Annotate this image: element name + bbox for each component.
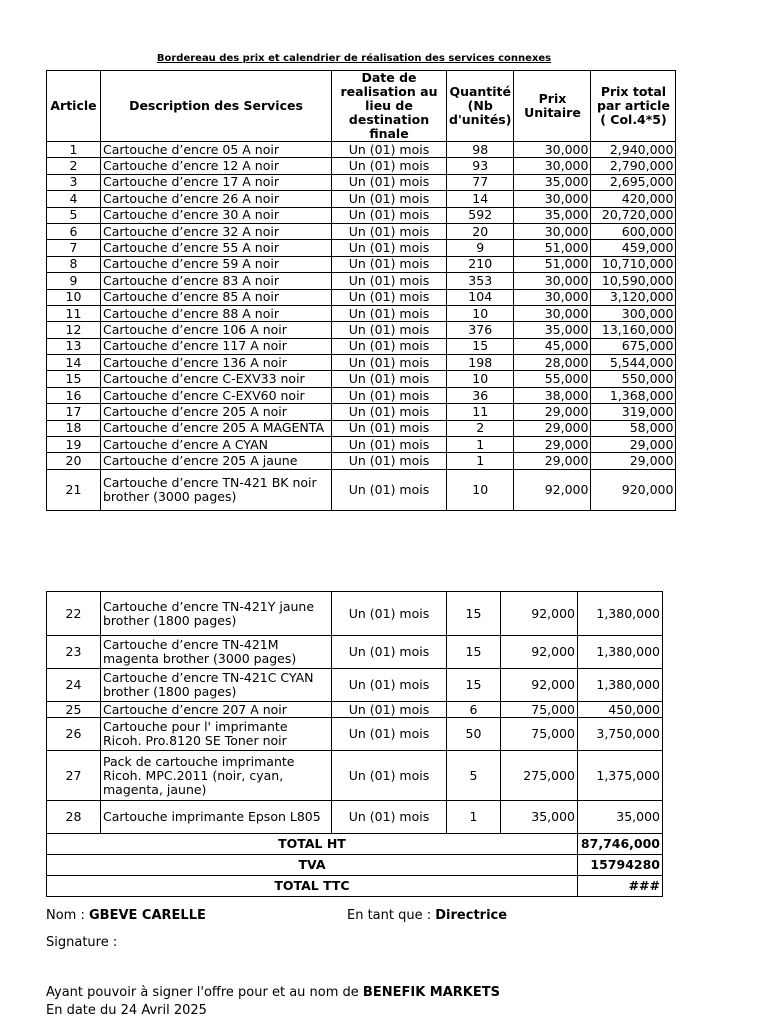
- table-row: [47, 355, 676, 371]
- table-row: [47, 191, 676, 207]
- table-row: [47, 322, 676, 338]
- table-row: [47, 718, 663, 751]
- cell-prix-unitaire: 75,000: [501, 718, 578, 751]
- cell-article: 8: [47, 256, 101, 272]
- cell-article: 27: [47, 751, 101, 801]
- cell-description: Cartouche d’encre TN-421C CYAN brother (1800 pages): [101, 669, 332, 702]
- cell-prix-unitaire: 29,000: [514, 437, 591, 453]
- cell-description: Cartouche imprimante Epson L805: [101, 801, 332, 834]
- cell-description: Cartouche d’encre A CYAN: [101, 437, 332, 453]
- table-row: [47, 158, 676, 174]
- table-row: [47, 273, 676, 289]
- cell-article: 25: [47, 702, 101, 718]
- cell-prix-unitaire: 30,000: [514, 289, 591, 305]
- cell-quantite: 210: [447, 256, 514, 272]
- total-value: ###: [578, 876, 663, 897]
- cell-date: Un (01) mois: [332, 338, 447, 354]
- cell-date: Un (01) mois: [332, 437, 447, 453]
- cell-quantite: 98: [447, 142, 514, 158]
- table-row: [47, 469, 676, 510]
- cell-article: 17: [47, 404, 101, 420]
- cell-date: Un (01) mois: [332, 371, 447, 387]
- cell-description: Cartouche d’encre 55 A noir: [101, 240, 332, 256]
- cell-prix-total: 2,790,000: [591, 158, 676, 174]
- cell-article: 18: [47, 420, 101, 436]
- cell-article: 1: [47, 142, 101, 158]
- cell-article: 5: [47, 207, 101, 223]
- cell-prix-unitaire: 92,000: [501, 636, 578, 669]
- cell-description: Cartouche d’encre C-EXV33 noir: [101, 371, 332, 387]
- cell-quantite: 198: [447, 355, 514, 371]
- cell-date: Un (01) mois: [332, 801, 447, 834]
- cell-prix-total: 20,720,000: [591, 207, 676, 223]
- cell-article: 10: [47, 289, 101, 305]
- cell-date: Un (01) mois: [332, 289, 447, 305]
- cell-quantite: 1: [447, 453, 514, 469]
- nom-value: GBEVE CARELLE: [89, 908, 206, 923]
- cell-quantite: 104: [447, 289, 514, 305]
- cell-article: 23: [47, 636, 101, 669]
- role-value: Directrice: [435, 908, 508, 923]
- cell-date: Un (01) mois: [332, 305, 447, 321]
- cell-description: Cartouche d’encre 205 A noir: [101, 404, 332, 420]
- cell-description: Cartouche d’encre 05 A noir: [101, 142, 332, 158]
- cell-description: Cartouche d’encre 106 A noir: [101, 322, 332, 338]
- cell-prix-unitaire: 29,000: [514, 404, 591, 420]
- cell-quantite: 11: [447, 404, 514, 420]
- total-value: 87,746,000: [578, 834, 663, 855]
- total-row: [47, 834, 663, 855]
- signature-label: Signature :: [46, 935, 118, 950]
- cell-quantite: 15: [447, 669, 501, 702]
- header-prix-unitaire: Prix Unitaire: [514, 71, 591, 142]
- cell-description: Cartouche d’encre 59 A noir: [101, 256, 332, 272]
- date-line: En date du 24 Avril 2025: [46, 1003, 207, 1018]
- table-row: [47, 207, 676, 223]
- cell-date: Un (01) mois: [332, 174, 447, 190]
- cell-date: Un (01) mois: [332, 404, 447, 420]
- cell-date: Un (01) mois: [332, 223, 447, 239]
- price-table-part-2: [46, 591, 663, 897]
- cell-prix-unitaire: 30,000: [514, 273, 591, 289]
- table-row: [47, 702, 663, 718]
- cell-article: 2: [47, 158, 101, 174]
- cell-description: Cartouche d’encre 17 A noir: [101, 174, 332, 190]
- cell-prix-total: 10,710,000: [591, 256, 676, 272]
- cell-quantite: 5: [447, 751, 501, 801]
- cell-prix-unitaire: 30,000: [514, 305, 591, 321]
- table-row: [47, 437, 676, 453]
- cell-prix-unitaire: 29,000: [514, 420, 591, 436]
- cell-prix-total: 675,000: [591, 338, 676, 354]
- cell-prix-unitaire: 75,000: [501, 702, 578, 718]
- cell-article: 6: [47, 223, 101, 239]
- cell-prix-total: 459,000: [591, 240, 676, 256]
- header-date: Date de realisation au lieu de destination finale: [332, 71, 447, 142]
- cell-date: Un (01) mois: [332, 592, 447, 636]
- cell-quantite: 10: [447, 305, 514, 321]
- table-row: [47, 801, 663, 834]
- cell-quantite: 592: [447, 207, 514, 223]
- cell-prix-unitaire: 35,000: [514, 174, 591, 190]
- cell-description: Cartouche d’encre C-EXV60 noir: [101, 387, 332, 403]
- cell-quantite: 1: [447, 437, 514, 453]
- cell-article: 4: [47, 191, 101, 207]
- table-row: [47, 256, 676, 272]
- cell-prix-unitaire: 92,000: [514, 469, 591, 510]
- header-quantite: Quantité (Nb d'unités): [447, 71, 514, 142]
- header-description: Description des Services: [101, 71, 332, 142]
- cell-article: 26: [47, 718, 101, 751]
- cell-prix-total: 1,368,000: [591, 387, 676, 403]
- header-prix-total: Prix total par article ( Col.4*5): [591, 71, 676, 142]
- cell-quantite: 2: [447, 420, 514, 436]
- cell-quantite: 1: [447, 801, 501, 834]
- cell-prix-total: 10,590,000: [591, 273, 676, 289]
- role-label: En tant que :: [347, 908, 432, 923]
- table-row: [47, 751, 663, 801]
- cell-quantite: 15: [447, 636, 501, 669]
- table-row: [47, 404, 676, 420]
- total-label: TOTAL HT: [47, 834, 578, 855]
- cell-description: Cartouche d’encre 30 A noir: [101, 207, 332, 223]
- table-row: [47, 289, 676, 305]
- cell-prix-total: 29,000: [591, 437, 676, 453]
- cell-quantite: 93: [447, 158, 514, 174]
- cell-quantite: 353: [447, 273, 514, 289]
- cell-description: Cartouche pour l' imprimante Ricoh. Pro.8120 SE Toner noir: [101, 718, 332, 751]
- cell-prix-total: 2,695,000: [591, 174, 676, 190]
- cell-article: 28: [47, 801, 101, 834]
- cell-description: Cartouche d’encre TN-421M magenta brother (3000 pages): [101, 636, 332, 669]
- cell-prix-total: 300,000: [591, 305, 676, 321]
- cell-prix-unitaire: 30,000: [514, 191, 591, 207]
- cell-article: 24: [47, 669, 101, 702]
- cell-quantite: 9: [447, 240, 514, 256]
- cell-prix-unitaire: 29,000: [514, 453, 591, 469]
- cell-quantite: 10: [447, 371, 514, 387]
- cell-prix-total: 5,544,000: [591, 355, 676, 371]
- role-line: [347, 908, 507, 923]
- nom-label: Nom :: [46, 908, 85, 923]
- cell-prix-unitaire: 35,000: [501, 801, 578, 834]
- cell-date: Un (01) mois: [332, 387, 447, 403]
- cell-prix-unitaire: 51,000: [514, 240, 591, 256]
- cell-date: Un (01) mois: [332, 751, 447, 801]
- cell-prix-unitaire: 35,000: [514, 322, 591, 338]
- cell-description: Cartouche d’encre 12 A noir: [101, 158, 332, 174]
- cell-date: Un (01) mois: [332, 273, 447, 289]
- cell-prix-total: 450,000: [578, 702, 663, 718]
- total-label: TOTAL TTC: [47, 876, 578, 897]
- cell-description: Cartouche d’encre 85 A noir: [101, 289, 332, 305]
- cell-prix-unitaire: 92,000: [501, 592, 578, 636]
- cell-quantite: 50: [447, 718, 501, 751]
- cell-article: 3: [47, 174, 101, 190]
- cell-description: Pack de cartouche imprimante Ricoh. MPC.2011 (noir, cyan, magenta, jaune): [101, 751, 332, 801]
- cell-prix-total: 35,000: [578, 801, 663, 834]
- cell-description: Cartouche d’encre 83 A noir: [101, 273, 332, 289]
- cell-description: Cartouche d’encre 136 A noir: [101, 355, 332, 371]
- cell-prix-total: 1,375,000: [578, 751, 663, 801]
- cell-date: Un (01) mois: [332, 420, 447, 436]
- cell-quantite: 10: [447, 469, 514, 510]
- cell-prix-total: 1,380,000: [578, 592, 663, 636]
- price-table-part-1: [46, 70, 676, 511]
- cell-article: 14: [47, 355, 101, 371]
- cell-description: Cartouche d’encre 26 A noir: [101, 191, 332, 207]
- company-name: BENEFIK MARKETS: [362, 985, 500, 1000]
- cell-description: Cartouche d’encre 88 A noir: [101, 305, 332, 321]
- cell-prix-total: 920,000: [591, 469, 676, 510]
- cell-quantite: 20: [447, 223, 514, 239]
- cell-article: 19: [47, 437, 101, 453]
- cell-prix-total: 13,160,000: [591, 322, 676, 338]
- cell-prix-unitaire: 30,000: [514, 142, 591, 158]
- cell-date: Un (01) mois: [332, 453, 447, 469]
- cell-prix-unitaire: 28,000: [514, 355, 591, 371]
- cell-prix-total: 1,380,000: [578, 669, 663, 702]
- table-row: [47, 453, 676, 469]
- table-row: [47, 592, 663, 636]
- cell-description: Cartouche d’encre 205 A jaune: [101, 453, 332, 469]
- cell-description: Cartouche d’encre TN-421 BK noir brother (3000 pages): [101, 469, 332, 510]
- cell-description: Cartouche d’encre 205 A MAGENTA: [101, 420, 332, 436]
- total-label: TVA: [47, 855, 578, 876]
- cell-description: Cartouche d’encre 32 A noir: [101, 223, 332, 239]
- table-row: [47, 305, 676, 321]
- total-row: [47, 855, 663, 876]
- total-row: [47, 876, 663, 897]
- cell-article: 11: [47, 305, 101, 321]
- cell-article: 12: [47, 322, 101, 338]
- cell-quantite: 36: [447, 387, 514, 403]
- cell-quantite: 15: [447, 592, 501, 636]
- table-row: [47, 371, 676, 387]
- cell-description: Cartouche d’encre TN-421Y jaune brother (1800 pages): [101, 592, 332, 636]
- cell-description: Cartouche d’encre 207 A noir: [101, 702, 332, 718]
- table-row: [47, 240, 676, 256]
- cell-quantite: 376: [447, 322, 514, 338]
- cell-quantite: 14: [447, 191, 514, 207]
- table-row: [47, 338, 676, 354]
- cell-date: Un (01) mois: [332, 718, 447, 751]
- table-row: [47, 387, 676, 403]
- cell-prix-total: 3,750,000: [578, 718, 663, 751]
- cell-prix-unitaire: 30,000: [514, 158, 591, 174]
- cell-date: Un (01) mois: [332, 322, 447, 338]
- cell-article: 22: [47, 592, 101, 636]
- cell-date: Un (01) mois: [332, 636, 447, 669]
- cell-article: 9: [47, 273, 101, 289]
- pouvoir-text: Ayant pouvoir à signer l'offre pour et au nom de: [46, 985, 359, 1000]
- cell-prix-total: 29,000: [591, 453, 676, 469]
- table-row: [47, 636, 663, 669]
- cell-date: Un (01) mois: [332, 669, 447, 702]
- cell-date: Un (01) mois: [332, 469, 447, 510]
- cell-quantite: 77: [447, 174, 514, 190]
- cell-prix-total: 319,000: [591, 404, 676, 420]
- cell-prix-unitaire: 92,000: [501, 669, 578, 702]
- cell-prix-unitaire: 35,000: [514, 207, 591, 223]
- cell-article: 16: [47, 387, 101, 403]
- table-row: [47, 142, 676, 158]
- nom-line: [46, 908, 206, 923]
- cell-quantite: 6: [447, 702, 501, 718]
- cell-prix-total: 58,000: [591, 420, 676, 436]
- cell-date: Un (01) mois: [332, 256, 447, 272]
- cell-prix-unitaire: 275,000: [501, 751, 578, 801]
- table-row: [47, 420, 676, 436]
- cell-prix-unitaire: 51,000: [514, 256, 591, 272]
- cell-prix-total: 550,000: [591, 371, 676, 387]
- cell-prix-total: 2,940,000: [591, 142, 676, 158]
- cell-date: Un (01) mois: [332, 240, 447, 256]
- cell-prix-unitaire: 45,000: [514, 338, 591, 354]
- document-title: Bordereau des prix et calendrier de réalisation des services connexes: [156, 53, 552, 64]
- cell-prix-unitaire: 30,000: [514, 223, 591, 239]
- cell-article: 21: [47, 469, 101, 510]
- cell-article: 15: [47, 371, 101, 387]
- cell-article: 13: [47, 338, 101, 354]
- cell-prix-unitaire: 38,000: [514, 387, 591, 403]
- cell-article: 20: [47, 453, 101, 469]
- header-article: Article: [47, 71, 101, 142]
- cell-date: Un (01) mois: [332, 702, 447, 718]
- table-row: [47, 223, 676, 239]
- cell-description: Cartouche d’encre 117 A noir: [101, 338, 332, 354]
- cell-date: Un (01) mois: [332, 191, 447, 207]
- cell-date: Un (01) mois: [332, 158, 447, 174]
- cell-prix-total: 600,000: [591, 223, 676, 239]
- cell-prix-total: 3,120,000: [591, 289, 676, 305]
- cell-date: Un (01) mois: [332, 207, 447, 223]
- cell-article: 7: [47, 240, 101, 256]
- table-row: [47, 669, 663, 702]
- cell-date: Un (01) mois: [332, 355, 447, 371]
- cell-quantite: 15: [447, 338, 514, 354]
- table-row: [47, 174, 676, 190]
- cell-date: Un (01) mois: [332, 142, 447, 158]
- cell-prix-total: 1,380,000: [578, 636, 663, 669]
- pouvoir-line: [46, 985, 500, 1000]
- cell-prix-unitaire: 55,000: [514, 371, 591, 387]
- cell-prix-total: 420,000: [591, 191, 676, 207]
- total-value: 15794280: [578, 855, 663, 876]
